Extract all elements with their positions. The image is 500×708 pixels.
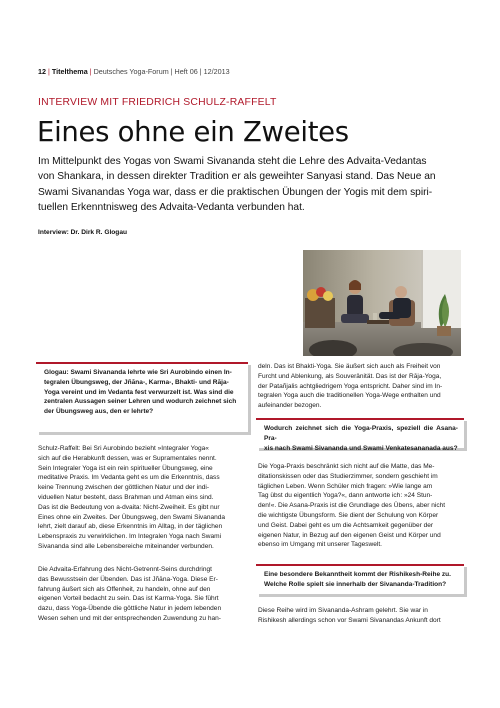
header-separator: | bbox=[48, 67, 50, 76]
text-line: eigenen Natur, in Bezug auf den eigenen Geist und Körper und bbox=[258, 531, 441, 539]
text-line: zentralen Aussagen seiner Lehren und wodurch zeichnet sich bbox=[44, 398, 237, 406]
text-line: deln. Das ist Bhakti-Yoga. Sie äußert sich auch als Freiheit von bbox=[258, 363, 441, 370]
text-line: Rishikesh allerdings schon vor Swami Sivanandas Ankunft dort bbox=[258, 616, 441, 624]
lead-line: von Shankara, in dessen direkter Tradition er als geweihter Sanyasi stand. Das Neue an bbox=[38, 171, 436, 183]
text-line: Glogau: Swami Sivananda lehrte wie Sri Aurobindo einen In- bbox=[44, 369, 232, 376]
text-line: Tag übst du eigentlich Yoga?«, dann antworte ich: »24 Stun- bbox=[258, 492, 433, 500]
text-line: meditative Praxis. Im Vedanta geht es um die Erkenntnis, dass bbox=[38, 474, 220, 482]
box-shadow bbox=[464, 421, 467, 448]
question-box bbox=[256, 418, 464, 452]
box-shadow bbox=[248, 365, 251, 432]
lead-line: Swami Sivanandas Yoga war, dass er die praktischen Übungen der Yogis mit dem spiri- bbox=[38, 186, 433, 198]
text-line: Yoga vereint und im Vedanta fest verwurzelt ist. Was sind die bbox=[44, 388, 234, 396]
text-line: tegralen Übungsweg, der Jñāna-, Karma-, Bhakti- und Rāja- bbox=[44, 378, 229, 386]
text-line: Das ist die Bedeutung von a-dvaita: Nicht-Zweiheit. Es gibt nur bbox=[38, 503, 220, 511]
text-line: das Bewusstsein der Übenden. Das ist Jñāna-Yoga. Diese Er- bbox=[38, 575, 218, 583]
text-line: den!«. Die Asana-Praxis ist die Grundlage des Übens, aber nicht bbox=[258, 502, 446, 510]
lead-line: tuellen Erkenntnisweg des Advaita-Vedanta verbunden hat. bbox=[38, 202, 305, 214]
text-line: Welche Rolle spielt sie innerhalb der Sivananda-Tradition? bbox=[264, 580, 447, 588]
text-line: viduellen Natur besteht, dass Brahman und Atman eins sind. bbox=[38, 493, 214, 501]
article-lead bbox=[38, 154, 462, 216]
lead-line: Im Mittelpunkt des Yogas von Swami Sivananda steht die Lehre des Advaita-Vedantas bbox=[38, 156, 427, 167]
column-2-paragraph bbox=[258, 606, 462, 626]
text-line: ditationskissen oder das Studierzimmer, sondern geschieht im bbox=[258, 472, 438, 480]
text-line: eigenen Vorteil bedacht zu sein. Das ist Karma-Yoga. Sie führt bbox=[38, 595, 219, 603]
box-rule bbox=[36, 362, 248, 364]
text-line: Die Advaita-Erfahrung des Nicht-Getrennt-Seins durchdringt bbox=[38, 566, 212, 573]
text-line: Sein Integraler Yoga ist ein rein spiritueller Übungsweg, eine bbox=[38, 464, 213, 472]
column-2-paragraph bbox=[258, 362, 462, 411]
box-rule bbox=[256, 564, 464, 566]
text-line: keine Trennung zwischen der göttlichen Natur und der indi- bbox=[38, 484, 210, 492]
section-name: Titelthema bbox=[51, 67, 88, 76]
column-2-paragraph bbox=[258, 462, 462, 550]
text-line: dazu, dass Yoga-Übende die göttliche Natur in jedem lebenden bbox=[38, 605, 222, 613]
article-kicker: INTERVIEW MIT FRIEDRICH SCHULZ-RAFFELT bbox=[38, 97, 277, 108]
question-text bbox=[44, 368, 242, 417]
article-title: Eines ohne ein Zweites bbox=[37, 116, 349, 148]
text-line: fahrung äußert sich als Offenheit, zu handeln, ohne auf den bbox=[38, 585, 211, 593]
text-line: täglichen Leben. Wenn Schüler mich fragen: »Wie lange am bbox=[258, 482, 433, 490]
column-1-paragraph bbox=[38, 565, 246, 624]
text-line: Sivananda sind alle Lebensbereiche miteinander verbunden. bbox=[38, 542, 214, 550]
photo-illustration bbox=[303, 250, 461, 356]
question-box bbox=[256, 564, 464, 594]
text-line: Diese Reihe wird im Sivananda-Ashram gelehrt. Sie war in bbox=[258, 607, 428, 614]
column-1-paragraph bbox=[38, 444, 246, 552]
text-line: xis nach Swami Sivananda und Swami Venkatesananada aus? bbox=[264, 444, 458, 452]
text-line: Furcht und Ablenkung, als Souveränität. Das ist der Rāja-Yoga, bbox=[258, 372, 442, 380]
text-line: ebenso im Umgang mit unserer Tageswelt. bbox=[258, 541, 382, 549]
text-line: Lebenspraxis zu verwirklichen. Im Integralen Yoga nach Swami bbox=[38, 533, 222, 541]
text-line: und Geist. Dabei geht es um die Achtsamkeit gegenüber der bbox=[258, 521, 434, 529]
box-shadow bbox=[259, 594, 467, 597]
text-line: die wichtigste Übungsform. Sie dient der Schulung von Körper bbox=[258, 511, 439, 519]
text-line: sich auf die Herabkunft dessen, was er Supramentales nennt. bbox=[38, 454, 217, 462]
text-line: Die Yoga-Praxis beschränkt sich nicht auf die Matte, das Me- bbox=[258, 463, 435, 470]
question-text bbox=[264, 424, 458, 453]
question-text bbox=[264, 570, 458, 590]
text-line: Eines ohne ein Zweites. Der Übungsweg, den Swami Sivananda bbox=[38, 513, 226, 521]
box-shadow bbox=[39, 432, 251, 435]
text-line: Wesen sehen und mit der entsprechenden Zuwendung zu han- bbox=[38, 614, 221, 622]
interviewer-credit: Interview: Dr. Dirk R. Glogau bbox=[38, 229, 128, 236]
text-line: Eine besondere Bekanntheit kommt der Rishikesh-Reihe zu. bbox=[264, 571, 451, 578]
text-line: der Patañjalis achtgliedrigem Yoga entspricht. Daher sind im In- bbox=[258, 382, 443, 390]
box-rule bbox=[256, 418, 464, 420]
running-header bbox=[38, 67, 230, 76]
question-box bbox=[36, 362, 248, 432]
text-line: aufeinander bezogen. bbox=[258, 402, 322, 410]
box-shadow bbox=[464, 567, 467, 594]
publication-info: Deutsches Yoga-Forum | Heft 06 | 12/2013 bbox=[93, 67, 230, 76]
header-separator: | bbox=[89, 67, 92, 76]
text-line: der Übungsweg aus, den er lehrte? bbox=[44, 408, 154, 416]
text-line: Schulz-Raffelt: Bei Sri Aurobindo bezieht »Integraler Yoga« bbox=[38, 445, 209, 452]
text-line: tegralen Yoga auch die traditionellen Yoga-Wege enthalten und bbox=[258, 392, 441, 400]
page-number: 12 bbox=[38, 67, 46, 76]
text-line: Wodurch zeichnet sich die Yoga-Praxis, speziell die Asana-Pra- bbox=[264, 425, 458, 442]
text-line: lehrt, zielt darauf ab, diese Erkenntnis im Alltag, in der täglichen bbox=[38, 523, 223, 531]
interview-photo bbox=[303, 250, 461, 356]
